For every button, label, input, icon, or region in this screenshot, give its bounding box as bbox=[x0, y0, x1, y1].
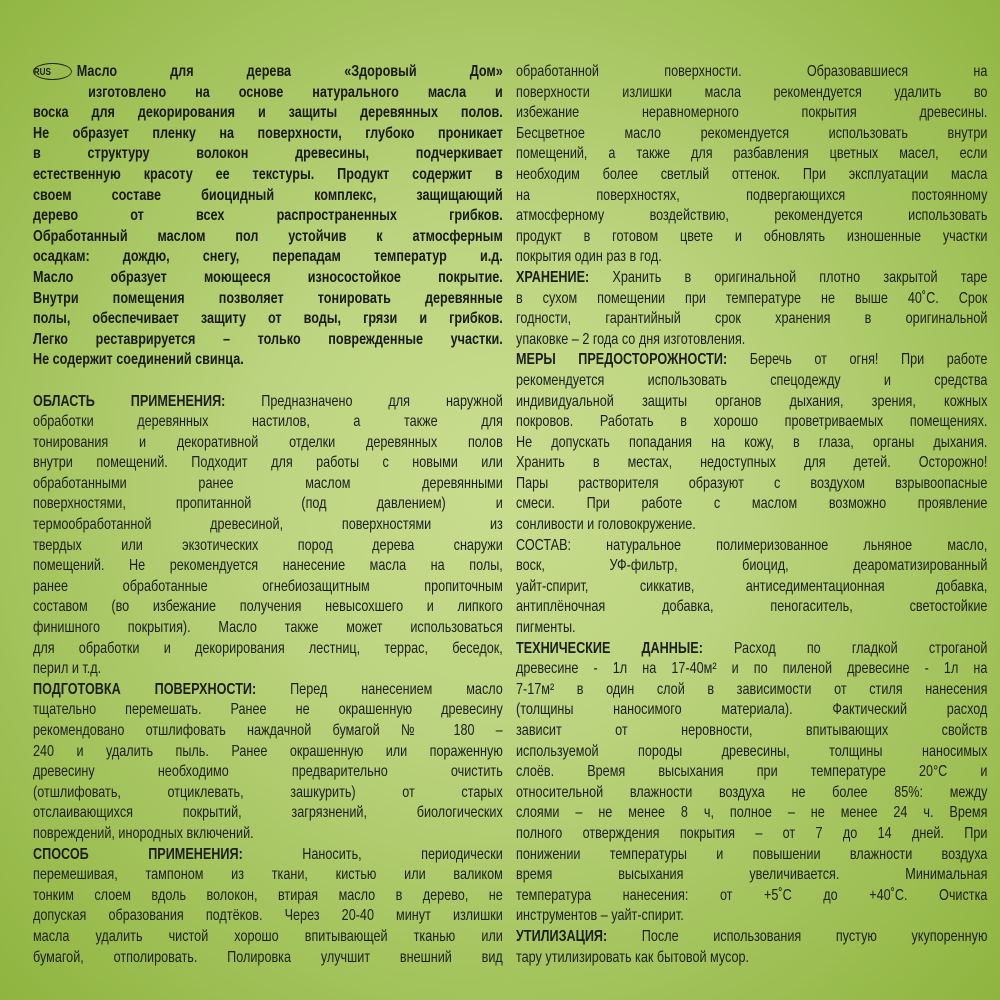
intro-line-8: Обработанный маслом пол устойчив к атмосферным bbox=[33, 227, 503, 245]
composition-line: воск, УФ-фильтр, биоцид, деароматизированный bbox=[516, 557, 988, 575]
intro-line-1: изготовлено на основе натурального масла и bbox=[88, 83, 503, 101]
intro-line-3: Не образует пленку на поверхности, глубоко проникает bbox=[33, 124, 503, 142]
intro-line-14: Не содержит соединений свинца. bbox=[33, 351, 244, 369]
cont-line: необходим более светлый оттенок. При эксплуатации масла bbox=[516, 165, 988, 183]
rus-badge: RUS bbox=[33, 63, 72, 80]
scope-line: перил и т.д. bbox=[33, 660, 102, 678]
composition-line: уайт-спирит, сиккатив, антиседиментационная добавка, bbox=[516, 577, 988, 595]
tech-line: полного отверждения покрытия – от 7 до 14 дней. При bbox=[516, 824, 988, 842]
tech-line: относительной влажности воздуха не более 85%: между bbox=[516, 783, 988, 801]
scope-line: внутри помещений. Подходит для работы с новыми или bbox=[33, 454, 503, 472]
storage-line: в сухом помещении при температуре не выше 40˚С. Срок bbox=[516, 289, 988, 307]
method-line: бумагой, отполировать. Полировка улучшит внешний вид bbox=[33, 948, 503, 966]
scope-line: поверхностями, пропитанной (под давлением) и bbox=[33, 495, 503, 513]
intro-line-11: Внутри помещения позволяет тонировать деревянные bbox=[33, 289, 503, 307]
section-gap bbox=[33, 371, 503, 392]
safety-line: Не допускать попадания на кожу, в глаза, органы дыхания. bbox=[516, 433, 988, 451]
storage-line: годности, гарантийный срок хранения в оригинальной bbox=[516, 310, 988, 328]
intro-line-7: дерево от всех распространенных грибков. bbox=[33, 207, 503, 225]
cont-line: продукт в готовом цвете и обновлять изношенные участки bbox=[516, 227, 988, 245]
safety-line: Пары растворителя образуют с воздухом взрывоопасные bbox=[516, 474, 988, 492]
safety-line: сонливости и головокружение. bbox=[516, 516, 696, 534]
composition-heading: СОСТАВ: bbox=[516, 536, 572, 554]
scope-line: обработки деревянных настилов, а также для bbox=[33, 413, 503, 431]
composition-head-line: СОСТАВ: натуральное полимеризованное льняное масло, bbox=[516, 536, 988, 554]
method-line: допуская образования подтёков. Через 20-40 минут излишки bbox=[33, 907, 503, 925]
tech-line: 7-17м² в один слой в зависимости от стиля нанесения bbox=[516, 680, 988, 698]
storage-head-line: ХРАНЕНИЕ: Хранить в оригинальной плотно закрытой таре bbox=[516, 268, 988, 286]
disposal-heading: УТИЛИЗАЦИЯ: bbox=[516, 927, 608, 945]
storage-heading: ХРАНЕНИЕ: bbox=[516, 268, 590, 286]
safety-line: рекомендуется использовать спецодежду и средства bbox=[516, 371, 988, 389]
cont-line: поверхности излишки масла рекомендуется удалить во bbox=[516, 83, 988, 101]
safety-head-line: МЕРЫ ПРЕДОСТОРОЖНОСТИ: Беречь от огня! При работе bbox=[516, 351, 988, 369]
prep-line: 240 и удалить пыль. Ранее окрашенную или пораженную bbox=[33, 742, 503, 760]
safety-line: смеси. При работе с маслом возможно проявление bbox=[516, 495, 988, 513]
cont-line: Бесцветное масло рекомендуется использовать внутри bbox=[516, 124, 988, 142]
intro-line-6: своем составе биоцидный комплекс, защищающий bbox=[33, 186, 503, 204]
intro-line-10: Масло образует моющееся износостойкое покрытие. bbox=[33, 268, 503, 286]
right-column bbox=[516, 62, 987, 968]
scope-line: помещений. Не рекомендуется нанесение масла на полы, bbox=[33, 557, 503, 575]
safety-line: Хранить в местах, недоступных для детей. Осторожно! bbox=[516, 454, 988, 472]
safety-line: покровов. Работать в хорошо проветриваемых помещениях. bbox=[516, 413, 988, 431]
intro-line-5: естественную красоту ее текстуры. Продукт содержит в bbox=[33, 165, 503, 183]
tech-heading: ТЕХНИЧЕСКИЕ ДАННЫЕ: bbox=[516, 639, 703, 657]
method-line: масла удалить чистой хорошо впитывающей тканью или bbox=[33, 927, 503, 945]
tech-line: древесине - 1л на 17-40м² и по пиленой древесине - 1л на bbox=[516, 660, 988, 678]
tech-line: время высыхания увеличивается. Минимальная bbox=[516, 866, 988, 884]
tech-line: понижении температуры и повышении влажности воздуха bbox=[516, 845, 988, 863]
prep-head-line: ПОДГОТОВКА ПОВЕРХНОСТИ: Перед нанесением масло bbox=[33, 680, 503, 698]
prep-line: древесину необходимо предварительно очистить bbox=[33, 763, 503, 781]
tech-line: используемой породы древесины, толщины наносимых bbox=[516, 742, 988, 760]
safety-line: индивидуальной защиты органов дыхания, зрения, кожных bbox=[516, 392, 988, 410]
scope-line: тонирования и декоративной отделки деревянных полов bbox=[33, 433, 503, 451]
intro-line-9: осадкам: дождю, снегу, перепадам температур и.д. bbox=[33, 248, 503, 266]
cont-line: атмосферному воздействию, рекомендуется использовать bbox=[516, 207, 988, 225]
composition-line: пигменты. bbox=[516, 619, 576, 637]
intro-line-2: воска для декорирования и защиты деревянных полов. bbox=[33, 104, 503, 122]
safety-heading: МЕРЫ ПРЕДОСТОРОЖНОСТИ: bbox=[516, 351, 728, 369]
tech-line: слоями – не менее 8 ч, полное – не менее 24 ч. Время bbox=[516, 804, 988, 822]
cont-line: обработанной поверхности. Образовавшиеся на bbox=[516, 63, 988, 80]
tech-line: температура нанесения: от +5˚С до +40˚С. Очистка bbox=[516, 886, 988, 904]
scope-line: составом (во избежание получения невысохшего и липкого bbox=[33, 598, 503, 616]
prep-line: повреждений, инородных включений. bbox=[33, 824, 254, 842]
cont-line: помещений, а также для разбавления цветных масел, если bbox=[516, 145, 988, 163]
cont-line: покрытия один раз в год. bbox=[516, 248, 662, 266]
tech-line: зависит от неровности, впитывающих свойств bbox=[516, 722, 988, 739]
scope-line: термообработанной древесиной, поверхностями из bbox=[33, 516, 503, 534]
tech-head-line: ТЕХНИЧЕСКИЕ ДАННЫЕ: Расход по гладкой строганой bbox=[516, 639, 988, 657]
scope-head-line: ОБЛАСТЬ ПРИМЕНЕНИЯ: Предназначено для наружной bbox=[33, 392, 503, 410]
method-line: тонким слоем вдоль волокон, втирая масло в дерево, не bbox=[33, 886, 503, 904]
scope-heading: ОБЛАСТЬ ПРИМЕНЕНИЯ: bbox=[33, 392, 226, 410]
storage-line: упаковке – 2 года со дня изготовления. bbox=[516, 330, 746, 348]
intro-line-13: Легко реставрируется – только поврежденные участки. bbox=[33, 330, 503, 348]
scope-line: ранее обработанные огнебиозащитным пропиточным bbox=[33, 577, 503, 595]
prep-line: рекомендовано отшлифовать наждачной бумагой № 180 – bbox=[33, 722, 503, 739]
method-head-line: СПОСОБ ПРИМЕНЕНИЯ: Наносить, периодически bbox=[33, 845, 503, 863]
prep-line: (отшлифовать, отциклевать, зашкурить) от старых bbox=[33, 783, 503, 801]
intro-line-12: полы, обеспечивает защиту от воды, грязи и грибков. bbox=[33, 310, 503, 328]
disposal-head-line: УТИЛИЗАЦИЯ: После использования пустую укупоренную bbox=[516, 927, 988, 945]
left-column bbox=[33, 62, 503, 968]
method-line: перемешивая, тампоном из ткани, кистью или валиком bbox=[33, 866, 503, 884]
scope-line: обработанными ранее маслом деревянными bbox=[33, 474, 503, 492]
prep-heading: ПОДГОТОВКА ПОВЕРХНОСТИ: bbox=[33, 680, 257, 698]
intro-line-0: RUS Масло для дерева «Здоровый Дом» bbox=[33, 63, 503, 80]
scope-line: для обработки и декорирования лестниц, террас, беседок, bbox=[33, 639, 503, 657]
prep-line: тщательно перемешать. Ранее не окрашенную древесину bbox=[33, 701, 503, 719]
scope-line: финишного покрытия). Масло также может использоваться bbox=[33, 619, 503, 637]
prep-line: отслаивающихся покрытий, загрязнений, биологических bbox=[33, 804, 503, 822]
scope-line: твердых или экзотических пород дерева снаружи bbox=[33, 536, 503, 554]
cont-line: на поверхностях, подвергающихся постоянному bbox=[516, 186, 988, 204]
composition-line: антиплёночная добавка, пеногаситель, светостойкие bbox=[516, 598, 988, 616]
method-heading: СПОСОБ ПРИМЕНЕНИЯ: bbox=[33, 845, 243, 863]
disposal-line: тару утилизировать как бытовой мусор. bbox=[516, 948, 750, 966]
tech-line: слоёв. Время высыхания при температуре 20°С и bbox=[516, 763, 988, 781]
intro-line-4: в структуру волокон древесины, подчеркивает bbox=[33, 145, 503, 163]
tech-line: инструментов – уайт-спирит. bbox=[516, 907, 684, 925]
tech-line: (толщины наносимого материала). Фактический расход bbox=[516, 701, 988, 719]
cont-line: избежание неравномерного покрытия древесины. bbox=[516, 104, 988, 122]
